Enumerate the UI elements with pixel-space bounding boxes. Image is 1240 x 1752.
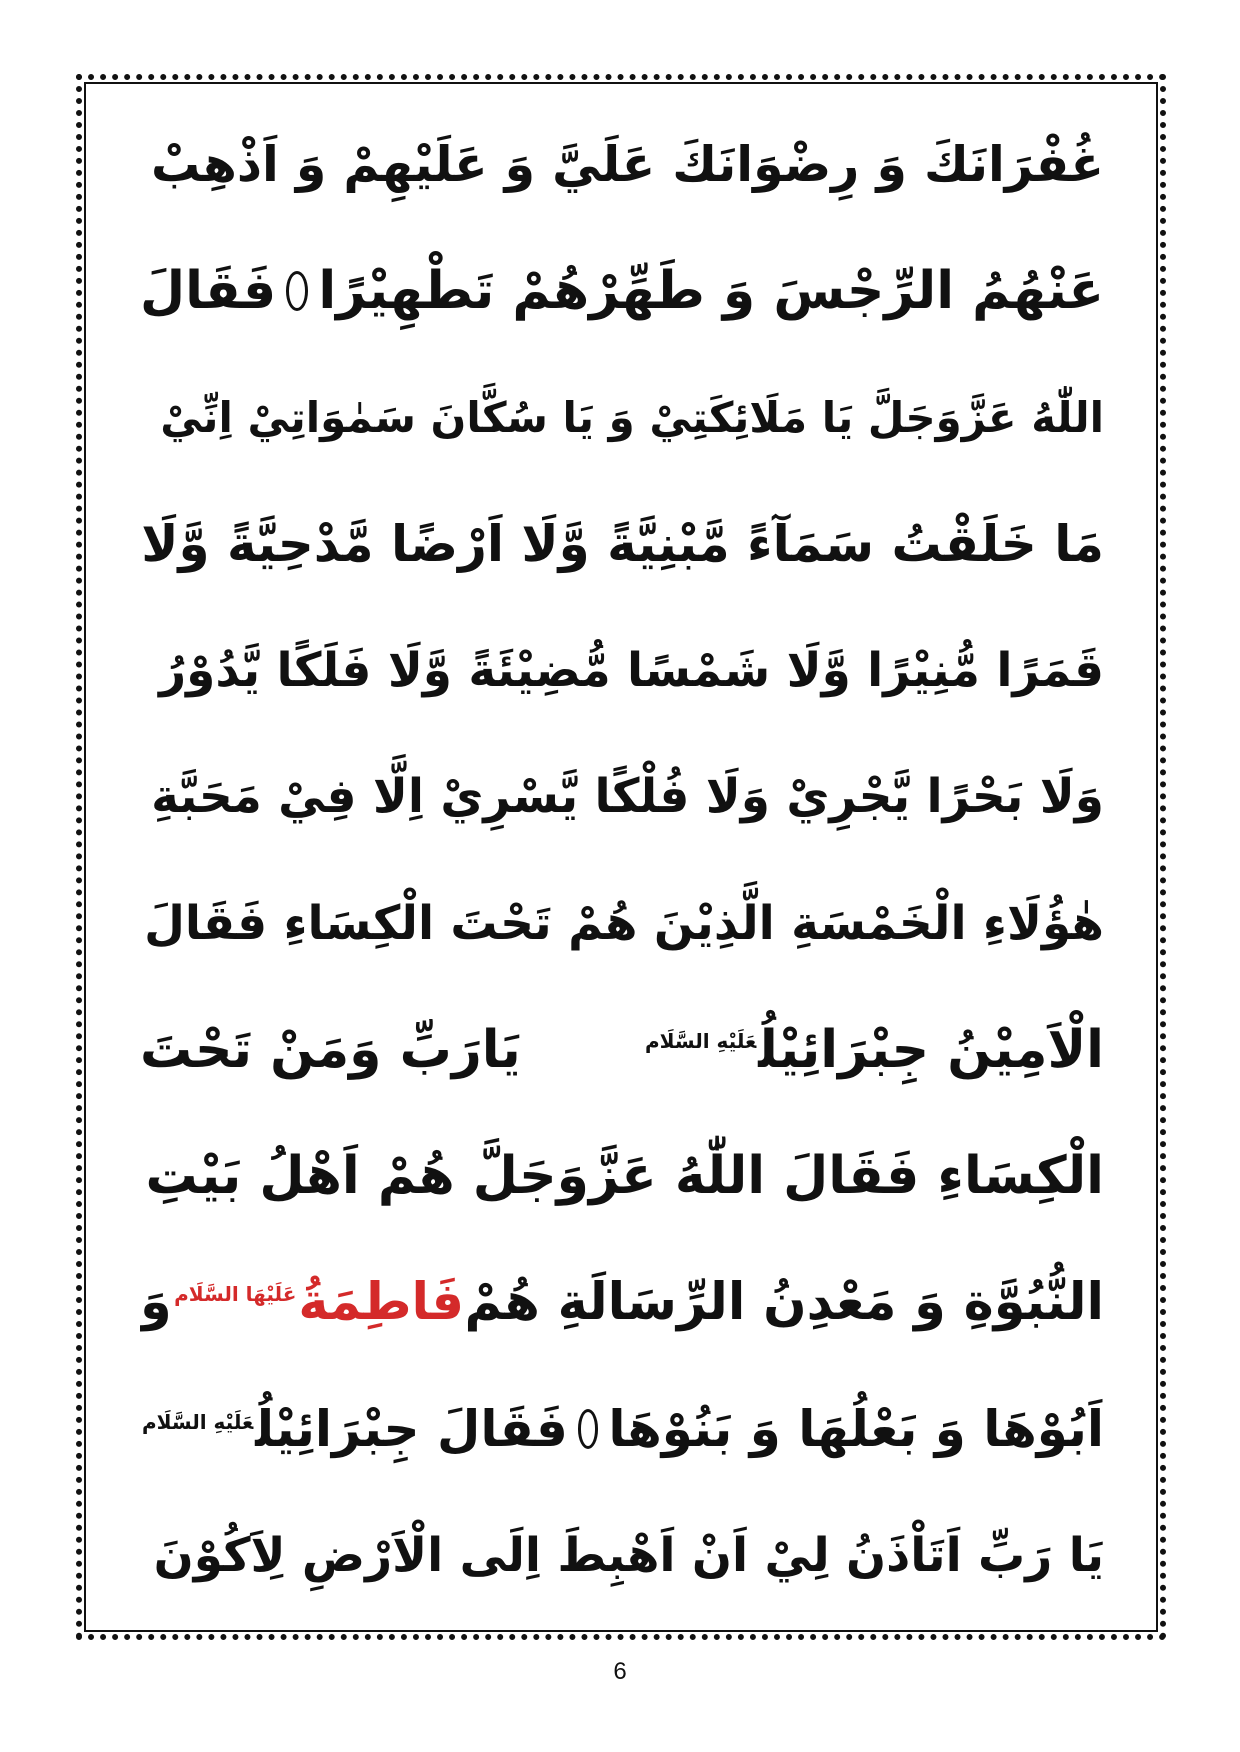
arabic-text-block bbox=[140, 108, 1104, 1612]
line-10-text-end: وَ bbox=[140, 1273, 172, 1333]
text-line-6 bbox=[140, 741, 1104, 853]
text-line-11 bbox=[140, 1373, 1104, 1485]
line-11-text-start: اَبُوْهَا وَ بَعْلُهَا وَ بَنُوْهَا bbox=[608, 1400, 1104, 1459]
honorific-alaihassalam: عَلَيْهَا السَّلَام bbox=[174, 1282, 297, 1307]
text-line-1 bbox=[140, 108, 1104, 220]
line-7-text: هٰؤُلَاءِ الْخَمْسَةِ الَّذِيْنَ هُمْ تَحْتَ الْكِسَاءِ فَقَالَ bbox=[144, 895, 1104, 951]
honorific-alaihissalam: عَلَيْهِ السَّلَام bbox=[645, 1029, 757, 1054]
text-line-4 bbox=[140, 488, 1104, 600]
text-line-9 bbox=[140, 1120, 1104, 1232]
honorific-alaihissalam-2: عَلَيْهِ السَّلَام bbox=[142, 1409, 254, 1434]
text-line-3 bbox=[140, 361, 1104, 473]
text-line-10 bbox=[140, 1247, 1104, 1359]
line-8-text-start bbox=[643, 1020, 1104, 1080]
text-line-5 bbox=[140, 614, 1104, 726]
line-11-text-end bbox=[140, 1400, 568, 1458]
verse-end-circle-icon bbox=[286, 271, 308, 311]
line-3-text: اللّٰهُ عَزَّوَجَلَّ يَا مَلَائِكَتِيْ وَ يَا سُكَّانَ سَمٰوَاتِيْ اِنِّيْ bbox=[160, 392, 1104, 442]
line-10-text-start: النُّبُوَّةِ وَ مَعْدِنُ الرِّسَالَةِ هُمْ bbox=[464, 1273, 1104, 1333]
fatima-name-highlight bbox=[172, 1273, 464, 1332]
line-11-words: فَقَالَ جِبْرَائِيْلُ bbox=[255, 1400, 568, 1459]
line-12-text: يَا رَبِّ اَتَاْذَنُ لِيْ اَنْ اَهْبِطَ اِلَى الْاَرْضِ لِاَكُوْنَ bbox=[153, 1528, 1104, 1584]
text-line-7 bbox=[140, 867, 1104, 979]
text-line-8 bbox=[140, 994, 1104, 1106]
text-line-2 bbox=[140, 235, 1104, 347]
fatima-name: فَاطِمَةُ bbox=[298, 1273, 465, 1333]
line-1-text: غُفْرَانَكَ وَ رِضْوَانَكَ عَلَيَّ وَ عَلَيْهِمْ وَ اَذْهِبْ bbox=[150, 135, 1104, 193]
line-4-text: مَا خَلَقْتُ سَمَآءً مَّبْنِيَّةً وَّلَا اَرْضًا مَّدْحِيَّةً وَّلَا bbox=[141, 514, 1104, 573]
line-2-text-start: عَنْهُمُ الرِّجْسَ وَ طَهِّرْهُمْ تَطْهِيْرًا bbox=[318, 260, 1104, 321]
line-8-words: الْاَمِيْنُ جِبْرَائِيْلُ bbox=[758, 1019, 1104, 1080]
line-6-text: وَلَا بَحْرًا يَّجْرِيْ وَلَا فُلْكًا يَّسْرِيْ اِلَّا فِيْ مَحَبَّةِ bbox=[151, 769, 1104, 825]
line-5-text: قَمَرًا مُّنِيْرًا وَّلَا شَمْسًا مُّضِيْئَةً وَّلَا فَلَكًا يَّدُوْرُ bbox=[159, 642, 1104, 698]
line-8-text-end: يَارَبِّ وَمَنْ تَحْتَ bbox=[140, 1019, 521, 1080]
page-number: 6 bbox=[613, 1658, 627, 1685]
line-9-text: الْكِسَاءِ فَقَالَ اللّٰهُ عَزَّوَجَلَّ هُمْ اَهْلُ بَيْتِ bbox=[145, 1146, 1104, 1207]
text-line-12 bbox=[140, 1500, 1104, 1612]
line-2-text-end: فَقَالَ bbox=[140, 260, 277, 321]
verse-end-circle-icon-2 bbox=[578, 1409, 598, 1449]
